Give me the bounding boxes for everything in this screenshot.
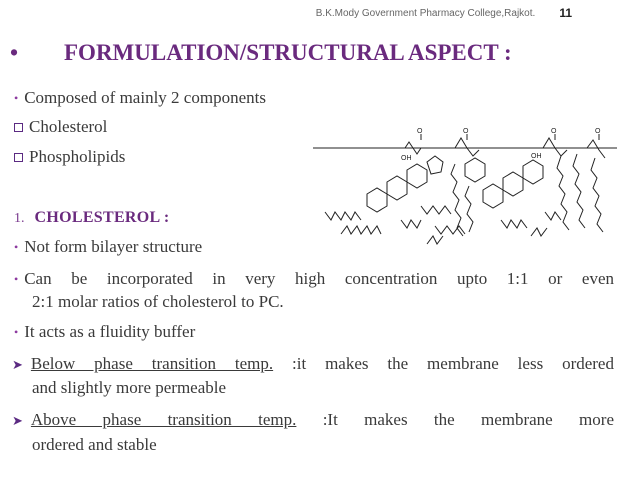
oxygen-label-2: O [463,128,469,135]
bullet-point-1 [14,237,202,257]
checkbox-bullet-icon [14,123,23,132]
bullet-dot: • [14,272,19,286]
above-line-2: ordered and stable [32,435,157,454]
point-3-text: It acts as a fluidity buffer [24,322,196,341]
above-rest: :It makes the membrane more [296,410,614,429]
slide-header [0,0,638,26]
intro-text: Composed of mainly 2 components [24,88,266,107]
bullet-point-3 [14,322,195,342]
below-underlined: Below phase transition temp. [30,354,274,373]
arrow-point-above [12,410,614,430]
section-heading [14,207,170,227]
arrow-bullet-icon: ➤ [12,357,23,372]
title-bullet: • [10,40,19,65]
slide-number: 11 [559,6,572,20]
point-1-text: Not form bilayer structure [24,237,203,256]
above-underlined: Above phase transition temp. [30,410,297,429]
checkbox-bullet-icon [14,153,23,162]
college-name: B.K.Mody Government Pharmacy College,Rajkot. [315,7,536,19]
component-1-text: Cholesterol [29,117,108,136]
title-text: FORMULATION/STRUCTURAL ASPECT : [64,40,512,65]
arrow-bullet-icon: ➤ [12,413,23,428]
checkbox-item-phospholipids [14,147,125,167]
point-2-line-1: Can be incorporated in very high concentration upto 1:1 or even [24,269,614,288]
component-2-text: Phospholipids [29,147,126,166]
cholesterol-phospholipid-structure-diagram [305,124,625,259]
slide-title [0,40,638,70]
oxygen-label-3: O [551,128,557,135]
bullet-point-2 [14,269,614,289]
below-line-2: and slightly more permeable [32,378,227,397]
bullet-dot: • [14,91,19,105]
below-rest: :it makes the membrane less ordered [273,354,614,373]
bullet-dot: • [14,240,19,254]
bullet-dot: • [14,325,19,339]
point-2-line-2: 2:1 molar ratios of cholesterol to PC. [32,292,284,311]
oxygen-label-4: O [595,128,601,135]
hydroxyl-label-2: OH [531,153,542,160]
checkbox-item-cholesterol [14,117,107,137]
oxygen-label-1: O [417,128,423,135]
section-number: 1. [14,211,25,226]
section-title: CHOLESTEROL : [34,209,170,226]
arrow-point-below [12,354,614,374]
bullet-intro [14,88,266,108]
hydroxyl-label-1: OH [401,155,412,162]
